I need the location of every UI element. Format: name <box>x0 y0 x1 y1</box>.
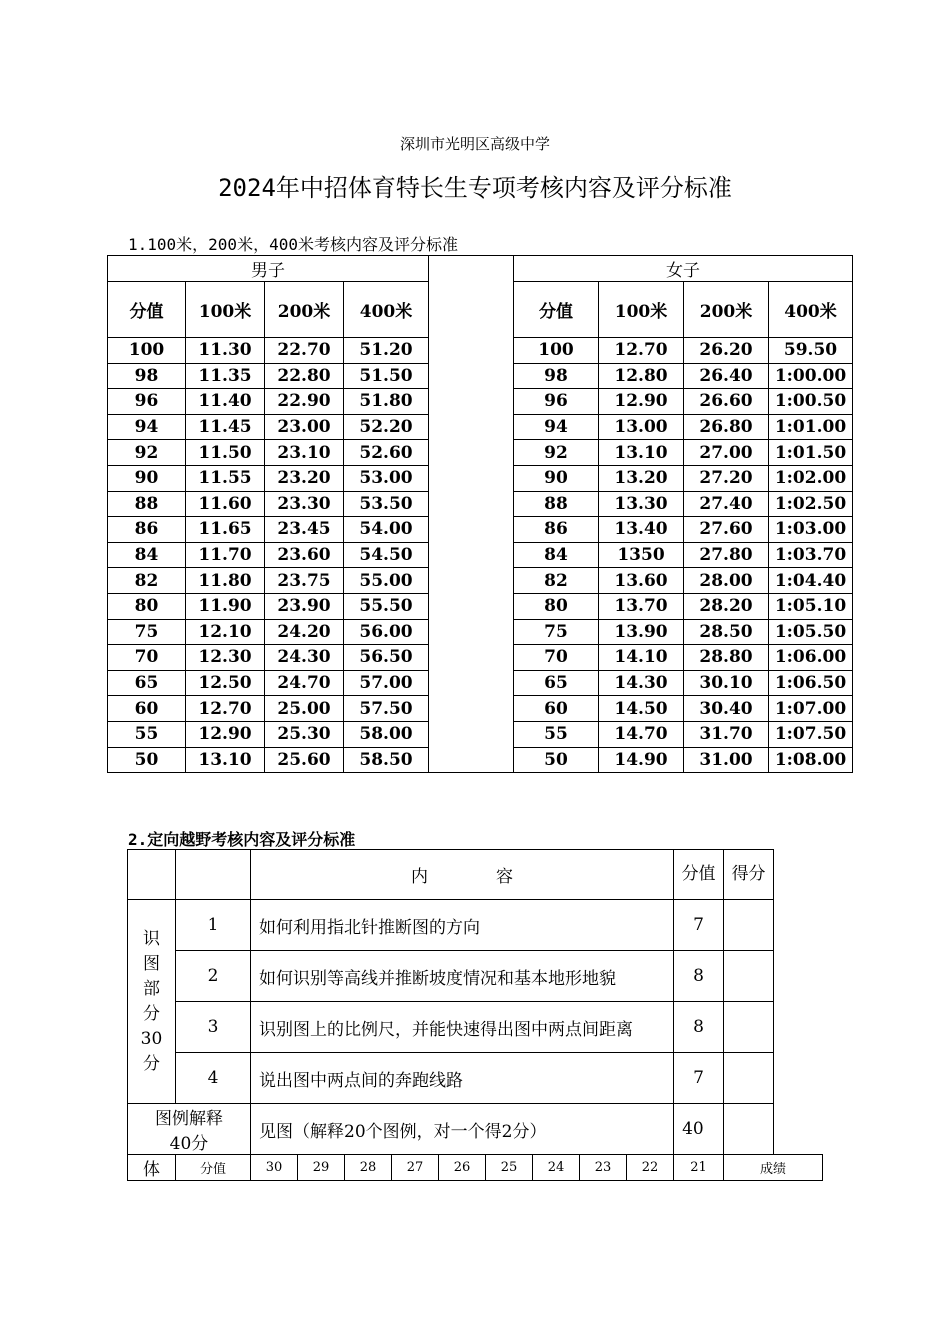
male-cell: 55.50 <box>344 593 429 619</box>
female-cell: 12.70 <box>599 338 684 364</box>
female-cell: 12.90 <box>599 389 684 415</box>
col-header: 200米 <box>265 282 344 338</box>
male-cell: 12.90 <box>186 721 265 747</box>
female-cell: 1:00.00 <box>769 363 853 389</box>
male-cell: 51.20 <box>344 338 429 364</box>
male-cell: 24.20 <box>265 619 344 645</box>
school-name: 深圳市光明区高级中学 <box>399 135 550 153</box>
male-cell: 70 <box>108 645 186 671</box>
female-cell: 26.80 <box>684 414 769 440</box>
male-cell: 23.30 <box>265 491 344 517</box>
female-cell: 90 <box>514 465 599 491</box>
female-cell: 1350 <box>599 542 684 568</box>
female-cell: 28.20 <box>684 593 769 619</box>
male-cell: 24.30 <box>265 645 344 671</box>
col-header: 分值 <box>108 282 186 338</box>
item-number: 3 <box>176 1002 251 1053</box>
male-cell: 22.80 <box>265 363 344 389</box>
male-cell: 94 <box>108 414 186 440</box>
male-cell: 90 <box>108 465 186 491</box>
col-header: 100米 <box>186 282 265 338</box>
female-cell: 13.20 <box>599 465 684 491</box>
male-cell: 53.50 <box>344 491 429 517</box>
male-cell: 23.90 <box>265 593 344 619</box>
female-cell: 14.90 <box>599 747 684 773</box>
female-cell: 13.10 <box>599 440 684 466</box>
female-cell: 1:06.00 <box>769 645 853 671</box>
male-cell: 11.55 <box>186 465 265 491</box>
male-cell: 100 <box>108 338 186 364</box>
male-cell: 65 <box>108 670 186 696</box>
male-cell: 25.60 <box>265 747 344 773</box>
female-cell: 1:07.50 <box>769 721 853 747</box>
physical-value: 25 <box>486 1155 533 1181</box>
male-cell: 11.60 <box>186 491 265 517</box>
female-cell: 88 <box>514 491 599 517</box>
male-cell: 11.65 <box>186 517 265 543</box>
male-cell: 11.40 <box>186 389 265 415</box>
female-cell: 1:07.00 <box>769 696 853 722</box>
male-cell: 54.50 <box>344 542 429 568</box>
male-cell: 25.00 <box>265 696 344 722</box>
physical-value: 23 <box>580 1155 627 1181</box>
earned-cell[interactable] <box>724 951 774 1002</box>
male-cell: 53.00 <box>344 465 429 491</box>
legend-score: 40 <box>674 1104 724 1155</box>
physical-result-label: 成绩 <box>724 1155 823 1181</box>
female-cell: 82 <box>514 568 599 594</box>
female-cell: 1:00.50 <box>769 389 853 415</box>
male-cell: 50 <box>108 747 186 773</box>
male-cell: 12.50 <box>186 670 265 696</box>
male-cell: 56.50 <box>344 645 429 671</box>
male-cell: 58.50 <box>344 747 429 773</box>
female-cell: 28.00 <box>684 568 769 594</box>
col-header: 100米 <box>599 282 684 338</box>
female-cell: 1:02.00 <box>769 465 853 491</box>
physical-value: 21 <box>674 1155 724 1181</box>
female-header: 女子 <box>514 256 853 282</box>
physical-value: 27 <box>392 1155 439 1181</box>
female-cell: 75 <box>514 619 599 645</box>
female-cell: 13.60 <box>599 568 684 594</box>
male-cell: 11.30 <box>186 338 265 364</box>
male-cell: 24.70 <box>265 670 344 696</box>
male-cell: 12.70 <box>186 696 265 722</box>
male-cell: 52.60 <box>344 440 429 466</box>
female-cell: 1:03.70 <box>769 542 853 568</box>
physical-value: 26 <box>439 1155 486 1181</box>
male-cell: 11.70 <box>186 542 265 568</box>
male-cell: 13.10 <box>186 747 265 773</box>
female-cell: 84 <box>514 542 599 568</box>
legend-text: 见图（解释20个图例，对一个得2分） <box>251 1104 674 1155</box>
male-cell: 88 <box>108 491 186 517</box>
female-cell: 59.50 <box>769 338 853 364</box>
col-header: 400米 <box>769 282 853 338</box>
female-cell: 80 <box>514 593 599 619</box>
male-cell: 22.90 <box>265 389 344 415</box>
female-cell: 65 <box>514 670 599 696</box>
female-cell: 13.70 <box>599 593 684 619</box>
col-header: 分值 <box>514 282 599 338</box>
female-cell: 12.80 <box>599 363 684 389</box>
male-cell: 55 <box>108 721 186 747</box>
female-cell: 1:05.10 <box>769 593 853 619</box>
content-header: 内 容 <box>251 850 674 900</box>
female-cell: 28.80 <box>684 645 769 671</box>
male-cell: 75 <box>108 619 186 645</box>
male-cell: 22.70 <box>265 338 344 364</box>
female-cell: 27.40 <box>684 491 769 517</box>
female-cell: 26.40 <box>684 363 769 389</box>
item-score: 8 <box>674 951 724 1002</box>
female-cell: 13.40 <box>599 517 684 543</box>
male-cell: 56.00 <box>344 619 429 645</box>
male-cell: 96 <box>108 389 186 415</box>
male-cell: 57.50 <box>344 696 429 722</box>
female-cell: 98 <box>514 363 599 389</box>
physical-value: 30 <box>251 1155 298 1181</box>
earned-cell[interactable] <box>724 1104 774 1155</box>
male-cell: 23.00 <box>265 414 344 440</box>
item-number: 4 <box>176 1053 251 1104</box>
earned-cell[interactable] <box>724 900 774 951</box>
female-cell: 1:05.50 <box>769 619 853 645</box>
physical-label: 体 <box>128 1155 176 1181</box>
item-text: 说出图中两点间的奔跑线路 <box>251 1053 674 1104</box>
female-cell: 60 <box>514 696 599 722</box>
col-header: 200米 <box>684 282 769 338</box>
male-cell: 11.50 <box>186 440 265 466</box>
female-cell: 13.90 <box>599 619 684 645</box>
map-part-label: 识 图 部 分 30 分 <box>128 900 176 1104</box>
female-cell: 100 <box>514 338 599 364</box>
female-cell: 13.30 <box>599 491 684 517</box>
item-number: 1 <box>176 900 251 951</box>
male-cell: 11.80 <box>186 568 265 594</box>
male-cell: 23.60 <box>265 542 344 568</box>
male-cell: 12.30 <box>186 645 265 671</box>
item-text: 如何利用指北针推断图的方向 <box>251 900 674 951</box>
male-cell: 54.00 <box>344 517 429 543</box>
female-cell: 27.80 <box>684 542 769 568</box>
physical-value: 22 <box>627 1155 674 1181</box>
col-header: 400米 <box>344 282 429 338</box>
female-cell: 1:01.00 <box>769 414 853 440</box>
earned-header: 得分 <box>724 850 774 900</box>
female-cell: 1:06.50 <box>769 670 853 696</box>
female-cell: 14.50 <box>599 696 684 722</box>
female-cell: 27.60 <box>684 517 769 543</box>
female-cell: 14.70 <box>599 721 684 747</box>
male-cell: 11.35 <box>186 363 265 389</box>
male-cell: 86 <box>108 517 186 543</box>
female-cell: 55 <box>514 721 599 747</box>
female-cell: 1:02.50 <box>769 491 853 517</box>
female-cell: 50 <box>514 747 599 773</box>
male-cell: 82 <box>108 568 186 594</box>
male-cell: 57.00 <box>344 670 429 696</box>
male-header: 男子 <box>108 256 429 282</box>
sprint-standards-table <box>107 255 853 773</box>
female-cell: 1:03.00 <box>769 517 853 543</box>
female-cell: 14.30 <box>599 670 684 696</box>
item-text: 如何识别等高线并推断坡度情况和基本地形地貌 <box>251 951 674 1002</box>
item-text: 识别图上的比例尺，并能快速得出图中两点间距离 <box>251 1002 674 1053</box>
male-cell: 23.10 <box>265 440 344 466</box>
male-cell: 25.30 <box>265 721 344 747</box>
physical-value: 24 <box>533 1155 580 1181</box>
score-header: 分值 <box>674 850 724 900</box>
male-cell: 92 <box>108 440 186 466</box>
male-cell: 12.10 <box>186 619 265 645</box>
male-cell: 51.50 <box>344 363 429 389</box>
male-cell: 51.80 <box>344 389 429 415</box>
female-cell: 27.00 <box>684 440 769 466</box>
female-cell: 30.40 <box>684 696 769 722</box>
female-cell: 92 <box>514 440 599 466</box>
female-cell: 31.00 <box>684 747 769 773</box>
male-cell: 52.20 <box>344 414 429 440</box>
female-cell: 70 <box>514 645 599 671</box>
blank-cell <box>128 850 176 900</box>
physical-value: 28 <box>345 1155 392 1181</box>
physical-score-label: 分值 <box>176 1155 251 1181</box>
male-cell: 11.90 <box>186 593 265 619</box>
male-cell: 80 <box>108 593 186 619</box>
male-cell: 55.00 <box>344 568 429 594</box>
page-title: 2024年中招体育特长生专项考核内容及评分标准 <box>218 174 732 202</box>
section2-heading: 2.定向越野考核内容及评分标准 <box>128 830 356 849</box>
section1-heading: 1.100米，200米，400米考核内容及评分标准 <box>128 235 458 254</box>
female-cell: 96 <box>514 389 599 415</box>
table-gap <box>429 256 514 773</box>
female-cell: 26.20 <box>684 338 769 364</box>
female-cell: 1:01.50 <box>769 440 853 466</box>
female-cell: 13.00 <box>599 414 684 440</box>
male-cell: 58.00 <box>344 721 429 747</box>
orienteering-table <box>127 849 823 1181</box>
female-cell: 31.70 <box>684 721 769 747</box>
blank-cell <box>176 850 251 900</box>
female-cell: 27.20 <box>684 465 769 491</box>
earned-cell[interactable] <box>724 1002 774 1053</box>
item-score: 7 <box>674 900 724 951</box>
female-cell: 26.60 <box>684 389 769 415</box>
male-cell: 98 <box>108 363 186 389</box>
legend-label: 图例解释 40分 <box>128 1104 251 1155</box>
female-cell: 94 <box>514 414 599 440</box>
male-cell: 60 <box>108 696 186 722</box>
physical-value: 29 <box>298 1155 345 1181</box>
male-cell: 23.20 <box>265 465 344 491</box>
male-cell: 11.45 <box>186 414 265 440</box>
female-cell: 28.50 <box>684 619 769 645</box>
item-number: 2 <box>176 951 251 1002</box>
female-cell: 1:04.40 <box>769 568 853 594</box>
male-cell: 84 <box>108 542 186 568</box>
female-cell: 86 <box>514 517 599 543</box>
female-cell: 14.10 <box>599 645 684 671</box>
female-cell: 30.10 <box>684 670 769 696</box>
earned-cell[interactable] <box>724 1053 774 1104</box>
item-score: 8 <box>674 1002 724 1053</box>
male-cell: 23.45 <box>265 517 344 543</box>
male-cell: 23.75 <box>265 568 344 594</box>
item-score: 7 <box>674 1053 724 1104</box>
female-cell: 1:08.00 <box>769 747 853 773</box>
